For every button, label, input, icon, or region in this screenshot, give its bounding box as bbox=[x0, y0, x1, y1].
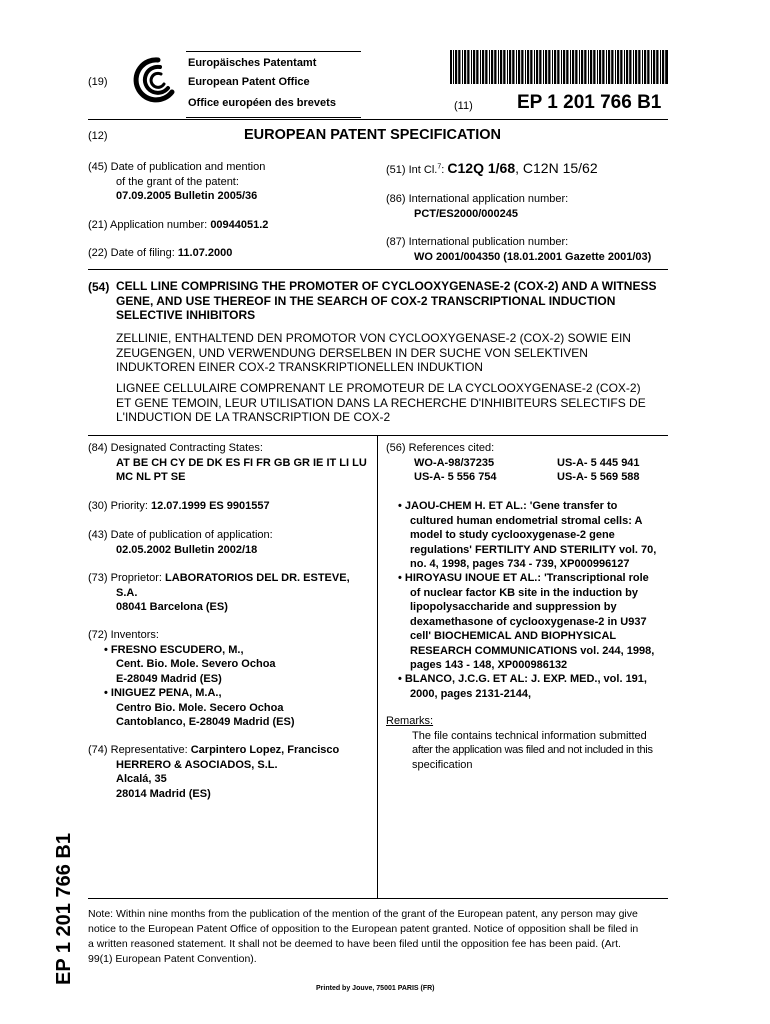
box-bottom-rule bbox=[88, 898, 668, 899]
header-rule bbox=[88, 119, 668, 120]
title-fr: LIGNEE CELLULAIRE COMPRENANT LE PROMOTEUR DE LA CYCLOOXYGENASE-2 (COX-2) ET GENE TEMOIN, LEUR UTILISATION DANS LA RECHERCHE D'INHIBITEURS SELECTIFS DE L'INDUCTION DE LA TRANSCRIPTION DE COX-2 bbox=[116, 381, 646, 424]
document-type: EUROPEAN PATENT SPECIFICATION bbox=[244, 127, 501, 143]
field-87: (87) International publication number: WO 2001/004350 (18.01.2001 Gazette 2001/03) bbox=[386, 236, 652, 263]
field-84: (84) Designated Contracting States: AT BE CH CY DE DK ES FI FR GB GR IE IT LI LU MC NL PT SE bbox=[88, 442, 367, 483]
office-bottom-rule bbox=[186, 117, 361, 118]
remarks: Remarks: The file contains technical information submitted after the application was filed and not included in this specification bbox=[386, 715, 653, 771]
title-top-rule bbox=[88, 269, 668, 270]
field-74: (74) Representative: Carpintero Lopez, Francisco HERRERO & ASOCIADOS, S.L. Alcalá, 35 28014 Madrid (ES) bbox=[88, 744, 340, 800]
office-name-fr: Office européen des brevets bbox=[188, 97, 336, 109]
printer-line: Printed by Jouve, 75001 PARIS (FR) bbox=[316, 985, 435, 992]
code-19: (19) bbox=[88, 76, 108, 88]
field-72: (72) Inventors: • FRESNO ESCUDERO, M., Cent. Bio. Mole. Severo Ochoa E-28049 Madrid (ES) • INIGUEZ PENA, M.A., Centro Bio. Mole. Secero Ochoa Cantoblanco, E-28049 Madrid (ES) bbox=[88, 629, 295, 728]
field-30: (30) Priority: 12.07.1999 ES 9901557 bbox=[88, 500, 270, 512]
opposition-note: Note: Within nine months from the publication of the mention of the grant of the European patent, any person may give notice to the European Patent Office of opposition to the European patent granted. Notice of opposition shall be filed in a written reasoned statement. It shall not be deemed to have been filed until the opposition fee has been paid. (Art. 99(1) European Patent Convention). bbox=[88, 908, 639, 965]
field-43: (43) Date of publication of application: 02.05.2002 Bulletin 2002/18 bbox=[88, 529, 273, 556]
field-51: (51) Int Cl.$^7$: C12Q 1/68, C12N 15/62 bbox=[386, 160, 598, 176]
field-56: (56) References cited: WO-A-98/37235 US-A- 5 445 941 US-A- 5 556 754 US-A- 5 569 588 bbox=[386, 442, 640, 483]
title-en: CELL LINE COMPRISING THE PROMOTER OF CYCLOOXYGENASE-2 (COX-2) AND A WITNESS GENE, AND USE THEREOF IN THE SEARCH OF COX-2 TRANSCRIPTIONAL INDUCTION SELECTIVE INHIBITORS bbox=[116, 279, 657, 322]
box-top-rule bbox=[88, 435, 668, 436]
code-11: (11) bbox=[454, 100, 473, 112]
field-45: (45) Date of publication and mention of the grant of the patent: 07.09.2005 Bulletin 2005/36 bbox=[88, 161, 266, 202]
field-86: (86) International application number: PCT/ES2000/000245 bbox=[386, 193, 569, 220]
office-top-rule bbox=[186, 51, 361, 52]
code-12: (12) bbox=[88, 130, 108, 142]
field-22: (22) Date of filing: 11.07.2000 bbox=[88, 247, 233, 259]
citation-3: • BLANCO, J.C.G. ET AL: J. EXP. MED., vol. 191, 2000, pages 2131-2144, bbox=[398, 673, 647, 700]
field-21: (21) Application number: 00944051.2 bbox=[88, 219, 269, 231]
citation-2: • HIROYASU INOUE ET AL.: 'Transcriptional role of nuclear factor KB site in the induction by lipopolysaccharide and suppression by dexamethasone of cyclooxygenase-2 in U937 cell' BIOCHEMICAL AND BIOPHYSICAL RESEARCH COMMUNICATIONS vol. 244, 1998, pages 143 - 148, XP000986132 bbox=[398, 572, 655, 671]
office-name-de: Europäisches Patentamt bbox=[188, 57, 317, 69]
epo-logo-icon bbox=[128, 52, 182, 106]
citation-1: • JAOU-CHEM H. ET AL.: 'Gene transfer to cultured human endometrial stromal cells: A model to study cyclooxygenase-2 gene regulations' FERTILITY AND STERILITY vol. 70, no. 4, 1998, pages 734 - 739, XP000996127 bbox=[398, 500, 657, 570]
column-divider bbox=[377, 435, 378, 898]
title-code: (54) bbox=[88, 280, 110, 294]
barcode-icon bbox=[450, 50, 668, 84]
field-73: (73) Proprietor: LABORATORIOS DEL DR. ESTEVE, S.A. 08041 Barcelona (ES) bbox=[88, 572, 350, 613]
publication-number: EP 1 201 766 B1 bbox=[517, 92, 662, 113]
side-publication-number: EP 1 201 766 B1 bbox=[53, 833, 75, 985]
office-name-en: European Patent Office bbox=[188, 76, 310, 88]
title-de: ZELLINIE, ENTHALTEND DEN PROMOTOR VON CYCLOOXYGENASE-2 (COX-2) SOWIE EIN ZEUGENGEN, UND VERWENDUNG DERSELBEN IN DER SUCHE VON SELEKTIVEN INDUKTOREN EINER COX-2 TRANSKRIPTIONELLEN INDUKTION bbox=[116, 331, 631, 374]
